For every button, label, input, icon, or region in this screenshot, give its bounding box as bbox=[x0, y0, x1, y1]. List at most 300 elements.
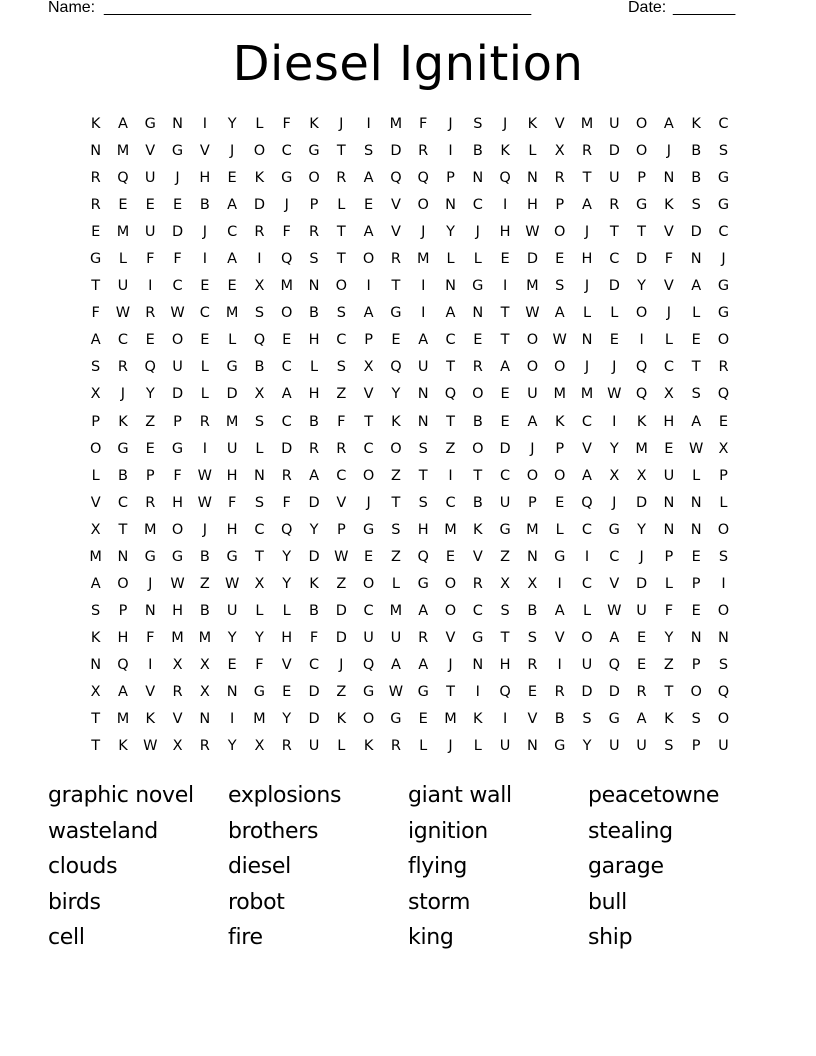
grid-letter: J bbox=[666, 143, 672, 160]
grid-letter: O bbox=[362, 711, 375, 728]
grid-letter: Z bbox=[445, 440, 456, 457]
grid-letter: A bbox=[363, 170, 374, 187]
grid-letter: R bbox=[308, 224, 320, 241]
grid-letter: E bbox=[718, 413, 729, 430]
grid-letter: Q bbox=[608, 656, 620, 673]
grid-letter: P bbox=[91, 413, 101, 430]
grid-letter: U bbox=[226, 602, 238, 619]
grid-letter: T bbox=[500, 629, 510, 646]
grid-letter: G bbox=[608, 711, 620, 728]
word-list-item: stealing bbox=[588, 818, 673, 844]
grid-letter: J bbox=[448, 738, 453, 755]
grid-letter: A bbox=[418, 602, 429, 619]
word-list-item: graphic novel bbox=[48, 783, 194, 808]
grid-letter: S bbox=[718, 548, 729, 565]
grid-letter: C bbox=[199, 305, 210, 322]
grid-letter: G bbox=[417, 575, 429, 592]
grid-letter: E bbox=[227, 170, 237, 187]
grid-letter: C bbox=[227, 224, 238, 241]
grid-letter: Q bbox=[253, 332, 266, 349]
grid-letter: P bbox=[446, 170, 455, 187]
grid-letter: E bbox=[473, 332, 483, 349]
grid-letter: L bbox=[555, 521, 564, 538]
grid-letter: Q bbox=[499, 170, 511, 187]
grid-letter: A bbox=[527, 413, 538, 430]
grid-letter: I bbox=[639, 332, 644, 349]
grid-letter: E bbox=[500, 251, 510, 268]
grid-letter: P bbox=[555, 440, 565, 457]
grid-letter: B bbox=[472, 413, 483, 430]
grid-letter: E bbox=[364, 548, 374, 565]
grid-letter: V bbox=[90, 494, 101, 511]
grid-letter: C bbox=[445, 494, 456, 511]
grid-letter: R bbox=[636, 683, 647, 700]
grid-letter: O bbox=[472, 386, 484, 403]
grid-letter: L bbox=[282, 602, 291, 619]
grid-letter: A bbox=[691, 278, 702, 295]
grid-letter: O bbox=[717, 602, 730, 619]
word-list-item: giant wall bbox=[408, 783, 512, 808]
grid-letter: Q bbox=[635, 386, 648, 403]
grid-letter: L bbox=[582, 305, 592, 322]
grid-letter: V bbox=[527, 711, 538, 728]
grid-letter: R bbox=[199, 738, 210, 755]
grid-letter: M bbox=[225, 305, 239, 322]
grid-letter: O bbox=[717, 711, 730, 728]
grid-letter: N bbox=[199, 711, 211, 728]
grid-letter: F bbox=[173, 467, 182, 484]
grid-letter: J bbox=[421, 224, 426, 241]
grid-letter: R bbox=[172, 683, 183, 700]
grid-letter: M bbox=[198, 629, 212, 646]
grid-letter: B bbox=[309, 602, 319, 619]
grid-letter: T bbox=[418, 467, 428, 484]
grid-letter: J bbox=[530, 440, 535, 457]
grid-letter: A bbox=[390, 656, 401, 673]
grid-letter: U bbox=[390, 629, 402, 646]
grid-letter: G bbox=[717, 170, 730, 187]
grid-letter: L bbox=[664, 332, 673, 349]
grid-letter: M bbox=[580, 386, 594, 403]
grid-letter: O bbox=[526, 359, 539, 376]
grid-letter: U bbox=[144, 224, 156, 241]
word-list-item: wasteland bbox=[48, 818, 158, 844]
grid-letter: K bbox=[90, 629, 101, 646]
grid-letter: R bbox=[145, 305, 156, 322]
grid-letter: E bbox=[445, 548, 456, 565]
grid-letter: F bbox=[282, 494, 291, 511]
grid-letter: J bbox=[448, 116, 453, 132]
grid-letter: T bbox=[582, 170, 592, 187]
grid-letter: G bbox=[554, 548, 566, 565]
grid-letter: E bbox=[200, 332, 210, 349]
grid-letter: Q bbox=[117, 656, 129, 673]
grid-letter: E bbox=[691, 602, 701, 619]
grid-letter: T bbox=[446, 359, 455, 376]
grid-letter: T bbox=[336, 143, 346, 160]
grid-letter: T bbox=[336, 251, 346, 268]
grid-letter: R bbox=[390, 738, 401, 755]
grid-letter: V bbox=[445, 629, 456, 646]
grid-letter: W bbox=[115, 305, 131, 322]
grid-letter: I bbox=[557, 656, 562, 673]
grid-letter: Y bbox=[227, 629, 237, 646]
grid-letter: S bbox=[364, 143, 374, 160]
grid-letter: S bbox=[473, 116, 483, 132]
grid-letter: Z bbox=[336, 386, 347, 403]
grid-letter: D bbox=[281, 440, 293, 457]
grid-letter: N bbox=[663, 494, 675, 511]
grid-letter: Q bbox=[444, 386, 457, 403]
grid-letter: E bbox=[500, 413, 510, 430]
grid-letter: A bbox=[609, 629, 620, 646]
grid-letter: J bbox=[639, 548, 644, 565]
grid-letter: P bbox=[145, 467, 155, 484]
grid-letter: G bbox=[90, 251, 102, 268]
grid-letter: C bbox=[609, 251, 620, 268]
grid-letter: P bbox=[173, 413, 182, 430]
grid-letter: I bbox=[584, 548, 590, 565]
grid-letter: L bbox=[337, 197, 346, 214]
grid-letter: W bbox=[607, 602, 622, 619]
grid-letter: J bbox=[584, 359, 590, 376]
grid-letter: O bbox=[117, 575, 129, 592]
grid-letter: G bbox=[472, 629, 484, 646]
grid-letter: B bbox=[527, 602, 538, 619]
grid-letter: J bbox=[612, 494, 617, 511]
grid-letter: J bbox=[229, 143, 235, 160]
grid-letter: O bbox=[635, 305, 648, 322]
word-list-item: storm bbox=[408, 889, 471, 915]
grid-letter: L bbox=[692, 467, 701, 484]
grid-letter: C bbox=[117, 494, 128, 511]
grid-letter: T bbox=[91, 278, 101, 295]
grid-letter: S bbox=[91, 602, 101, 619]
grid-letter: T bbox=[255, 548, 264, 565]
grid-letter: W bbox=[525, 224, 540, 241]
grid-letter: F bbox=[173, 251, 182, 268]
grid-letter: M bbox=[171, 629, 184, 646]
grid-letter: T bbox=[446, 683, 455, 700]
grid-letter: G bbox=[171, 440, 184, 457]
grid-letter: C bbox=[718, 224, 729, 241]
grid-letter: M bbox=[116, 224, 130, 241]
grid-letter: Y bbox=[282, 711, 292, 728]
grid-letter: K bbox=[254, 170, 265, 187]
word-list-item: fire bbox=[228, 925, 263, 950]
grid-letter: E bbox=[145, 440, 155, 457]
grid-letter: D bbox=[308, 494, 320, 511]
grid-letter: Y bbox=[145, 386, 155, 403]
grid-letter: K bbox=[527, 116, 538, 132]
grid-letter: L bbox=[692, 305, 701, 322]
grid-letter: B bbox=[117, 467, 128, 484]
grid-letter: N bbox=[690, 521, 702, 538]
grid-letter: Z bbox=[390, 548, 401, 565]
grid-letter: I bbox=[421, 278, 426, 295]
grid-letter: I bbox=[148, 278, 153, 295]
grid-letter: W bbox=[525, 305, 540, 322]
name-label: Name: bbox=[48, 0, 96, 16]
grid-letter: U bbox=[608, 170, 620, 187]
grid-letter: O bbox=[581, 629, 593, 646]
grid-letter: O bbox=[553, 224, 566, 241]
grid-letter: E bbox=[609, 332, 619, 349]
grid-letter: S bbox=[254, 413, 265, 430]
grid-letter: J bbox=[120, 386, 126, 403]
grid-letter: X bbox=[90, 683, 101, 700]
grid-letter: X bbox=[90, 521, 101, 538]
grid-letter: P bbox=[118, 602, 128, 619]
grid-letter: J bbox=[584, 224, 590, 241]
grid-letter: F bbox=[664, 602, 674, 619]
grid-letter: Y bbox=[637, 278, 647, 295]
grid-letter: D bbox=[499, 440, 511, 457]
grid-letter: V bbox=[145, 683, 156, 700]
grid-letter: T bbox=[609, 224, 619, 241]
grid-letter: E bbox=[691, 332, 701, 349]
grid-letter: R bbox=[90, 197, 101, 214]
grid-letter: V bbox=[609, 575, 620, 592]
grid-letter: U bbox=[363, 629, 374, 646]
grid-letter: N bbox=[690, 494, 702, 511]
grid-letter: Z bbox=[500, 548, 511, 565]
word-list-item: cell bbox=[48, 925, 85, 950]
grid-letter: M bbox=[444, 711, 457, 728]
grid-letter: M bbox=[389, 116, 403, 132]
grid-letter: D bbox=[581, 683, 593, 700]
grid-letter: I bbox=[448, 143, 453, 160]
grid-letter: L bbox=[446, 251, 455, 268]
grid-letter: P bbox=[555, 197, 565, 214]
grid-letter: L bbox=[664, 575, 673, 592]
name-field-line[interactable]: ________________________________________________ bbox=[104, 0, 532, 16]
grid-letter: V bbox=[663, 224, 674, 241]
grid-letter: P bbox=[719, 467, 728, 484]
grid-letter: O bbox=[281, 305, 293, 322]
grid-letter: E bbox=[527, 683, 537, 700]
grid-letter: R bbox=[418, 143, 429, 160]
grid-letter: O bbox=[690, 683, 702, 700]
grid-letter: N bbox=[663, 170, 675, 187]
grid-letter: J bbox=[448, 656, 453, 673]
grid-letter: S bbox=[500, 602, 510, 619]
grid-letter: S bbox=[582, 711, 592, 728]
grid-letter: Y bbox=[282, 548, 292, 565]
grid-letter: N bbox=[581, 332, 593, 349]
grid-letter: V bbox=[363, 386, 374, 403]
grid-letter: V bbox=[199, 143, 210, 160]
grid-letter: I bbox=[612, 413, 617, 430]
grid-letter: Y bbox=[609, 440, 619, 457]
grid-letter: I bbox=[202, 251, 207, 268]
grid-letter: E bbox=[500, 386, 510, 403]
grid-letter: T bbox=[473, 467, 483, 484]
grid-letter: A bbox=[554, 602, 565, 619]
grid-letter: Y bbox=[282, 575, 292, 592]
date-field-line[interactable]: _______ bbox=[673, 0, 736, 16]
grid-letter: K bbox=[336, 711, 347, 728]
grid-letter: K bbox=[473, 711, 483, 728]
grid-letter: L bbox=[200, 359, 209, 376]
grid-letter: A bbox=[117, 683, 128, 700]
grid-letter: M bbox=[89, 548, 102, 565]
grid-letter: X bbox=[254, 575, 265, 592]
grid-letter: U bbox=[172, 359, 183, 376]
grid-letter: L bbox=[473, 738, 482, 755]
grid-letter: J bbox=[202, 521, 207, 538]
grid-letter: G bbox=[635, 197, 648, 214]
grid-letter: C bbox=[336, 332, 347, 349]
grid-letter: F bbox=[282, 224, 291, 241]
grid-letter: F bbox=[91, 305, 100, 322]
grid-letter: C bbox=[336, 467, 347, 484]
grid-letter: W bbox=[197, 494, 212, 511]
grid-letter: P bbox=[664, 548, 674, 565]
grid-letter: J bbox=[202, 224, 207, 241]
grid-letter: R bbox=[609, 197, 620, 214]
grid-letter: D bbox=[308, 548, 320, 565]
grid-letter: J bbox=[584, 278, 590, 295]
grid-letter: G bbox=[417, 683, 429, 700]
grid-letter: D bbox=[308, 683, 320, 700]
grid-letter: K bbox=[145, 711, 155, 728]
grid-letter: O bbox=[362, 467, 375, 484]
grid-letter: C bbox=[363, 602, 374, 619]
grid-letter: N bbox=[663, 521, 675, 538]
grid-letter: T bbox=[391, 494, 401, 511]
grid-letter: C bbox=[472, 197, 483, 214]
grid-letter: O bbox=[308, 170, 320, 187]
grid-letter: X bbox=[172, 656, 183, 673]
grid-letter: Z bbox=[390, 467, 401, 484]
grid-letter: S bbox=[555, 278, 565, 295]
grid-letter: E bbox=[118, 197, 128, 214]
grid-letter: I bbox=[421, 305, 426, 322]
grid-letter: K bbox=[691, 116, 701, 132]
grid-letter: X bbox=[609, 467, 620, 484]
grid-letter: T bbox=[336, 224, 346, 241]
grid-letter: I bbox=[448, 467, 453, 484]
grid-letter: E bbox=[172, 197, 183, 214]
grid-letter: W bbox=[197, 467, 212, 484]
grid-letter: S bbox=[91, 359, 101, 376]
grid-letter: L bbox=[200, 386, 209, 403]
grid-letter: I bbox=[502, 197, 508, 214]
grid-letter: L bbox=[528, 143, 537, 160]
page-title: Diesel Ignition bbox=[232, 36, 584, 92]
grid-letter: I bbox=[366, 116, 371, 132]
word-list-item: clouds bbox=[48, 854, 118, 879]
grid-letter: Q bbox=[581, 494, 593, 511]
grid-letter: N bbox=[90, 656, 102, 673]
grid-letter: H bbox=[663, 413, 675, 430]
grid-letter: M bbox=[116, 143, 130, 160]
grid-letter: D bbox=[608, 683, 620, 700]
grid-letter: Q bbox=[635, 359, 648, 376]
grid-letter: X bbox=[254, 386, 265, 403]
grid-letter: F bbox=[282, 116, 291, 132]
grid-letter: K bbox=[363, 738, 374, 755]
grid-letter: A bbox=[691, 413, 702, 430]
grid-letter: Q bbox=[281, 251, 293, 268]
grid-letter: Y bbox=[637, 521, 647, 538]
grid-letter: N bbox=[526, 738, 538, 755]
grid-letter: C bbox=[472, 602, 483, 619]
grid-letter: G bbox=[117, 440, 129, 457]
grid-letter: H bbox=[308, 386, 320, 403]
grid-letter: L bbox=[473, 251, 482, 268]
grid-letter: Q bbox=[362, 656, 375, 673]
grid-letter: Q bbox=[390, 170, 402, 187]
grid-letter: C bbox=[172, 278, 183, 295]
grid-letter: N bbox=[472, 305, 484, 322]
grid-letter: V bbox=[554, 116, 565, 132]
grid-letter: Q bbox=[144, 359, 156, 376]
grid-letter: E bbox=[227, 278, 237, 295]
grid-letter: D bbox=[253, 197, 266, 214]
grid-letter: O bbox=[472, 440, 484, 457]
date-label: Date: bbox=[628, 0, 667, 16]
grid-letter: B bbox=[691, 143, 702, 160]
word-list-item: ship bbox=[588, 925, 633, 950]
grid-letter: A bbox=[554, 305, 565, 322]
grid-letter: L bbox=[255, 116, 264, 132]
grid-letter: E bbox=[282, 683, 292, 700]
grid-letter: V bbox=[281, 656, 292, 673]
grid-letter: O bbox=[335, 278, 348, 295]
grid-letter: H bbox=[226, 467, 238, 484]
word-list-item: peacetowne bbox=[588, 783, 720, 808]
grid-letter: O bbox=[717, 332, 730, 349]
grid-letter: W bbox=[388, 683, 404, 700]
grid-letter: X bbox=[199, 683, 210, 700]
grid-letter: P bbox=[528, 494, 537, 511]
grid-letter: A bbox=[663, 116, 674, 132]
grid-letter: I bbox=[148, 656, 153, 673]
grid-letter: L bbox=[419, 738, 428, 755]
grid-letter: K bbox=[500, 143, 510, 160]
grid-letter: A bbox=[418, 332, 429, 349]
grid-letter: H bbox=[499, 656, 511, 673]
grid-letter: U bbox=[144, 170, 156, 187]
grid-letter: R bbox=[336, 170, 347, 187]
grid-letter: H bbox=[226, 521, 238, 538]
grid-letter: I bbox=[229, 711, 235, 728]
grid-letter: G bbox=[554, 738, 566, 755]
grid-letter: E bbox=[691, 548, 701, 565]
grid-letter: P bbox=[309, 197, 319, 214]
grid-letter: S bbox=[254, 494, 265, 511]
grid-letter: X bbox=[636, 467, 647, 484]
grid-letter: J bbox=[475, 224, 480, 241]
grid-letter: Q bbox=[390, 359, 402, 376]
grid-letter: I bbox=[721, 575, 726, 592]
grid-letter: R bbox=[281, 738, 292, 755]
grid-letter: J bbox=[612, 359, 617, 376]
grid-letter: K bbox=[391, 413, 401, 430]
grid-letter: J bbox=[284, 197, 289, 214]
grid-letter: Q bbox=[117, 170, 129, 187]
grid-letter: C bbox=[363, 440, 374, 457]
word-list-item: bull bbox=[588, 889, 627, 915]
grid-letter: D bbox=[226, 386, 238, 403]
grid-letter: V bbox=[172, 711, 183, 728]
grid-letter: O bbox=[417, 197, 429, 214]
grid-letter: X bbox=[363, 359, 374, 376]
grid-letter: Y bbox=[664, 629, 674, 646]
grid-letter: O bbox=[253, 143, 266, 160]
